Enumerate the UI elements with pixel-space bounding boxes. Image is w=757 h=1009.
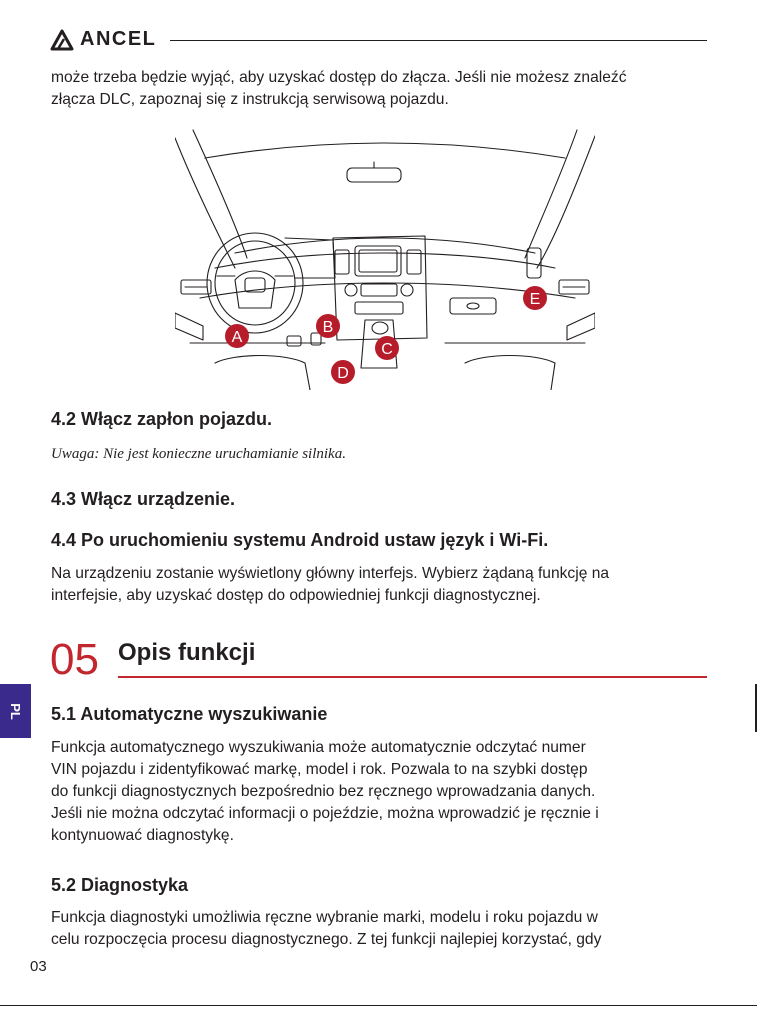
page-header — [50, 28, 707, 54]
language-tab — [0, 684, 31, 738]
intro-line-1: może trzeba będzie wyjąć, aby uzyskać dostęp do złącza. Jeśli nie możesz znaleźć — [51, 69, 627, 86]
dashboard-illustration — [175, 128, 595, 390]
ancel-logo — [50, 28, 156, 51]
section-rule — [118, 676, 707, 678]
marker-c — [375, 336, 399, 360]
svg-text:C: C — [381, 341, 393, 358]
marker-d — [331, 360, 355, 384]
heading-4-4: 4.4 Po uruchomieniu systemu Android ustaw język i Wi-Fi. — [51, 530, 549, 550]
heading-4-2: 4.2 Włącz zapłon pojazdu. — [51, 409, 273, 429]
heading-4-3: 4.3 Włącz urządzenie. — [51, 489, 236, 509]
s44-line-2: interfejsie, aby uzyskać dostęp do odpowiedniej funkcji diagnostycznej. — [51, 587, 541, 604]
s51-line-2: VIN pojazdu i zidentyfikować markę, model i rok. Pozwala to na szybki dostęp — [51, 761, 588, 778]
s52-line-2: celu rozpoczęcia procesu diagnostycznego. Z tej funkcji najlepiej korzystać, gdy — [51, 931, 602, 948]
svg-text:E: E — [529, 291, 541, 308]
header-rule — [170, 40, 707, 41]
section-title: Opis funkcji — [118, 639, 256, 666]
heading-5-1: 5.1 Automatyczne wyszukiwanie — [51, 704, 328, 724]
svg-text:A: A — [231, 329, 243, 346]
note-text: Uwaga: Nie jest konieczne uruchamianie silnika. — [51, 446, 346, 462]
heading-5-2: 5.2 Diagnostyka — [51, 875, 189, 895]
svg-text:B: B — [322, 319, 334, 336]
s44-line-1: Na urządzeniu zostanie wyświetlony główny interfejs. Wybierz żądaną funkcję na — [51, 565, 610, 582]
s51-line-4: Jeśli nie można odczytać informacji o pojeździe, można wprowadzić je ręcznie i — [51, 805, 599, 822]
marker-a — [225, 324, 249, 348]
intro-line-2: złącza DLC, zapoznaj się z instrukcją serwisową pojazdu. — [51, 91, 449, 108]
brand-name: ANCEL — [80, 28, 157, 50]
s51-line-1: Funkcja automatycznego wyszukiwania może automatycznie odczytać numer — [51, 739, 586, 756]
section-number: 05 — [50, 635, 99, 684]
s52-line-1: Funkcja diagnostyki umożliwia ręczne wybranie marki, modelu i roku pojazdu w — [51, 909, 598, 926]
s51-line-5: kontynuować diagnostykę. — [51, 827, 234, 844]
marker-e — [523, 286, 547, 310]
s51-line-3: do funkcji diagnostycznych bezpośrednio bez ręcznego wprowadzania danych. — [51, 783, 596, 800]
svg-text:D: D — [337, 365, 349, 382]
ancel-logo-icon — [50, 29, 74, 51]
language-label: PL — [8, 702, 23, 720]
footer-rule — [0, 1005, 757, 1006]
page-number: 03 — [30, 958, 47, 975]
marker-b — [316, 314, 340, 338]
